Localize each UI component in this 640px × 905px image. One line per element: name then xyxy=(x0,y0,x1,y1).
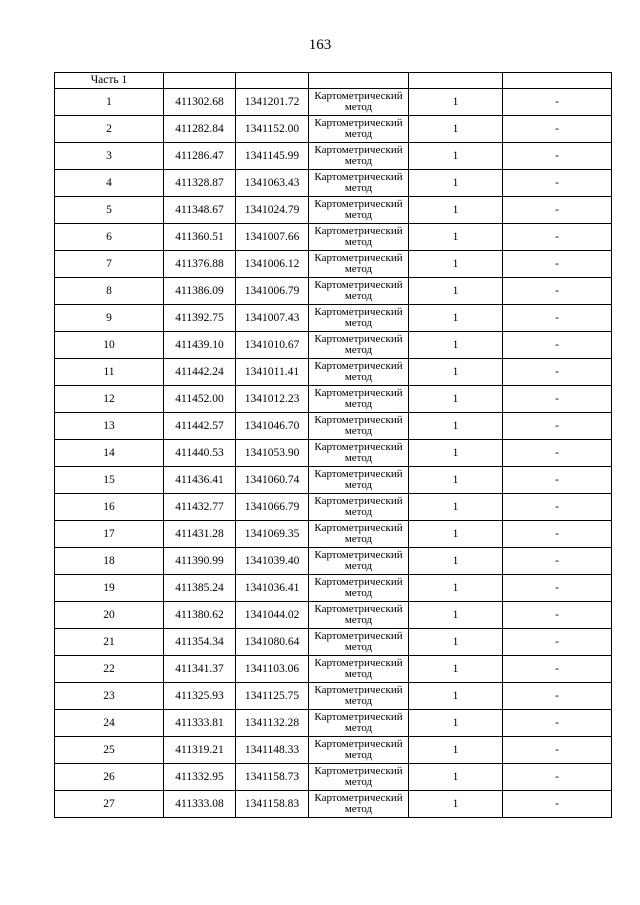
header-empty-cell xyxy=(309,73,409,89)
method-line-1: Картометрический xyxy=(314,792,403,804)
point-number-cell: 5 xyxy=(55,197,164,224)
table-row xyxy=(55,602,612,629)
point-number-cell: 20 xyxy=(55,602,164,629)
x-coordinate-cell: 411333.08 xyxy=(164,791,236,818)
method-line-1: Картометрический xyxy=(314,306,403,318)
y-coordinate-cell: 1341069.35 xyxy=(236,521,309,548)
table-row xyxy=(55,710,612,737)
y-coordinate-cell: 1341148.33 xyxy=(236,737,309,764)
method-line-2: метод xyxy=(344,182,373,194)
accuracy-cell: 1 xyxy=(409,251,503,278)
x-coordinate-cell: 411439.10 xyxy=(164,332,236,359)
method-cell xyxy=(309,359,409,386)
point-number-cell: 23 xyxy=(55,683,164,710)
accuracy-cell: 1 xyxy=(409,278,503,305)
x-coordinate-cell: 411386.09 xyxy=(164,278,236,305)
part-header-row xyxy=(55,73,612,89)
method-line-2: метод xyxy=(344,452,373,464)
method-cell xyxy=(309,197,409,224)
note-cell: - xyxy=(503,251,612,278)
method-line-1: Картометрический xyxy=(314,495,403,507)
table-row xyxy=(55,440,612,467)
point-number-cell: 10 xyxy=(55,332,164,359)
point-number-cell: 13 xyxy=(55,413,164,440)
table-row xyxy=(55,413,612,440)
y-coordinate-cell: 1341125.75 xyxy=(236,683,309,710)
method-line-2: метод xyxy=(344,128,373,140)
table-row xyxy=(55,521,612,548)
accuracy-cell: 1 xyxy=(409,170,503,197)
y-coordinate-cell: 1341145.99 xyxy=(236,143,309,170)
accuracy-cell: 1 xyxy=(409,764,503,791)
table-row xyxy=(55,251,612,278)
method-cell xyxy=(309,224,409,251)
point-number-cell: 4 xyxy=(55,170,164,197)
note-cell: - xyxy=(503,305,612,332)
point-number-cell: 6 xyxy=(55,224,164,251)
method-line-2: метод xyxy=(344,695,373,707)
accuracy-cell: 1 xyxy=(409,89,503,116)
point-number-cell: 18 xyxy=(55,548,164,575)
note-cell: - xyxy=(503,440,612,467)
y-coordinate-cell: 1341080.64 xyxy=(236,629,309,656)
method-cell xyxy=(309,683,409,710)
note-cell: - xyxy=(503,629,612,656)
accuracy-cell: 1 xyxy=(409,737,503,764)
method-line-2: метод xyxy=(344,776,373,788)
table-row xyxy=(55,548,612,575)
method-cell xyxy=(309,116,409,143)
x-coordinate-cell: 411432.77 xyxy=(164,494,236,521)
note-cell: - xyxy=(503,143,612,170)
method-line-2: метод xyxy=(344,641,373,653)
method-line-2: метод xyxy=(344,749,373,761)
method-line-1: Картометрический xyxy=(314,765,403,777)
method-line-1: Картометрический xyxy=(314,576,403,588)
note-cell: - xyxy=(503,494,612,521)
x-coordinate-cell: 411302.68 xyxy=(164,89,236,116)
method-cell xyxy=(309,791,409,818)
method-line-1: Картометрический xyxy=(314,522,403,534)
method-cell xyxy=(309,332,409,359)
note-cell: - xyxy=(503,278,612,305)
accuracy-cell: 1 xyxy=(409,467,503,494)
method-line-1: Картометрический xyxy=(314,441,403,453)
accuracy-cell: 1 xyxy=(409,143,503,170)
y-coordinate-cell: 1341060.74 xyxy=(236,467,309,494)
table-row xyxy=(55,278,612,305)
point-number-cell: 14 xyxy=(55,440,164,467)
note-cell: - xyxy=(503,89,612,116)
point-number-cell: 26 xyxy=(55,764,164,791)
method-line-1: Картометрический xyxy=(314,414,403,426)
table-row xyxy=(55,656,612,683)
method-cell xyxy=(309,737,409,764)
method-cell xyxy=(309,602,409,629)
method-cell xyxy=(309,548,409,575)
note-cell: - xyxy=(503,224,612,251)
x-coordinate-cell: 411442.24 xyxy=(164,359,236,386)
point-number-cell: 21 xyxy=(55,629,164,656)
y-coordinate-cell: 1341006.12 xyxy=(236,251,309,278)
y-coordinate-cell: 1341007.43 xyxy=(236,305,309,332)
table-row xyxy=(55,359,612,386)
point-number-cell: 24 xyxy=(55,710,164,737)
method-cell xyxy=(309,764,409,791)
method-cell xyxy=(309,467,409,494)
note-cell: - xyxy=(503,575,612,602)
method-line-1: Картометрический xyxy=(314,117,403,129)
note-cell: - xyxy=(503,656,612,683)
x-coordinate-cell: 411385.24 xyxy=(164,575,236,602)
method-cell xyxy=(309,386,409,413)
x-coordinate-cell: 411452.00 xyxy=(164,386,236,413)
accuracy-cell: 1 xyxy=(409,386,503,413)
x-coordinate-cell: 411431.28 xyxy=(164,521,236,548)
x-coordinate-cell: 411328.87 xyxy=(164,170,236,197)
x-coordinate-cell: 411436.41 xyxy=(164,467,236,494)
x-coordinate-cell: 411392.75 xyxy=(164,305,236,332)
method-line-1: Картометрический xyxy=(314,630,403,642)
method-cell xyxy=(309,170,409,197)
y-coordinate-cell: 1341036.41 xyxy=(236,575,309,602)
note-cell: - xyxy=(503,521,612,548)
method-line-1: Картометрический xyxy=(314,198,403,210)
table-row xyxy=(55,575,612,602)
x-coordinate-cell: 411282.84 xyxy=(164,116,236,143)
x-coordinate-cell: 411348.67 xyxy=(164,197,236,224)
method-line-2: метод xyxy=(344,803,373,815)
x-coordinate-cell: 411380.62 xyxy=(164,602,236,629)
y-coordinate-cell: 1341132.28 xyxy=(236,710,309,737)
method-line-2: метод xyxy=(344,560,373,572)
method-line-1: Картометрический xyxy=(314,738,403,750)
point-number-cell: 25 xyxy=(55,737,164,764)
method-line-1: Картометрический xyxy=(314,603,403,615)
coordinates-table xyxy=(54,72,612,818)
table-row xyxy=(55,467,612,494)
x-coordinate-cell: 411333.81 xyxy=(164,710,236,737)
method-line-2: метод xyxy=(344,209,373,221)
point-number-cell: 2 xyxy=(55,116,164,143)
table-row xyxy=(55,332,612,359)
table-row xyxy=(55,170,612,197)
point-number-cell: 8 xyxy=(55,278,164,305)
accuracy-cell: 1 xyxy=(409,332,503,359)
method-line-2: метод xyxy=(344,290,373,302)
accuracy-cell: 1 xyxy=(409,224,503,251)
accuracy-cell: 1 xyxy=(409,521,503,548)
method-line-2: метод xyxy=(344,263,373,275)
accuracy-cell: 1 xyxy=(409,197,503,224)
x-coordinate-cell: 411286.47 xyxy=(164,143,236,170)
y-coordinate-cell: 1341152.00 xyxy=(236,116,309,143)
y-coordinate-cell: 1341007.66 xyxy=(236,224,309,251)
method-line-2: метод xyxy=(344,587,373,599)
accuracy-cell: 1 xyxy=(409,629,503,656)
table-row xyxy=(55,683,612,710)
x-coordinate-cell: 411354.34 xyxy=(164,629,236,656)
note-cell: - xyxy=(503,602,612,629)
method-cell xyxy=(309,710,409,737)
accuracy-cell: 1 xyxy=(409,305,503,332)
method-cell xyxy=(309,656,409,683)
table-row xyxy=(55,89,612,116)
point-number-cell: 1 xyxy=(55,89,164,116)
note-cell: - xyxy=(503,332,612,359)
table-row xyxy=(55,764,612,791)
accuracy-cell: 1 xyxy=(409,413,503,440)
accuracy-cell: 1 xyxy=(409,359,503,386)
point-number-cell: 17 xyxy=(55,521,164,548)
accuracy-cell: 1 xyxy=(409,602,503,629)
method-line-2: метод xyxy=(344,101,373,113)
x-coordinate-cell: 411442.57 xyxy=(164,413,236,440)
x-coordinate-cell: 411390.99 xyxy=(164,548,236,575)
method-line-2: метод xyxy=(344,317,373,329)
method-line-1: Картометрический xyxy=(314,171,403,183)
method-cell xyxy=(309,278,409,305)
note-cell: - xyxy=(503,548,612,575)
header-empty-cell xyxy=(164,73,236,89)
part-label: Часть 1 xyxy=(55,73,164,89)
method-line-2: метод xyxy=(344,155,373,167)
method-line-1: Картометрический xyxy=(314,684,403,696)
point-number-cell: 9 xyxy=(55,305,164,332)
x-coordinate-cell: 411341.37 xyxy=(164,656,236,683)
accuracy-cell: 1 xyxy=(409,575,503,602)
header-empty-cell xyxy=(503,73,612,89)
point-number-cell: 15 xyxy=(55,467,164,494)
x-coordinate-cell: 411360.51 xyxy=(164,224,236,251)
method-cell xyxy=(309,521,409,548)
y-coordinate-cell: 1341010.67 xyxy=(236,332,309,359)
accuracy-cell: 1 xyxy=(409,710,503,737)
point-number-cell: 27 xyxy=(55,791,164,818)
table-row xyxy=(55,224,612,251)
y-coordinate-cell: 1341158.73 xyxy=(236,764,309,791)
accuracy-cell: 1 xyxy=(409,116,503,143)
table-row xyxy=(55,143,612,170)
accuracy-cell: 1 xyxy=(409,791,503,818)
table-row xyxy=(55,737,612,764)
method-line-2: метод xyxy=(344,614,373,626)
note-cell: - xyxy=(503,359,612,386)
x-coordinate-cell: 411376.88 xyxy=(164,251,236,278)
method-line-2: метод xyxy=(344,371,373,383)
accuracy-cell: 1 xyxy=(409,683,503,710)
note-cell: - xyxy=(503,467,612,494)
x-coordinate-cell: 411440.53 xyxy=(164,440,236,467)
y-coordinate-cell: 1341024.79 xyxy=(236,197,309,224)
accuracy-cell: 1 xyxy=(409,656,503,683)
y-coordinate-cell: 1341201.72 xyxy=(236,89,309,116)
accuracy-cell: 1 xyxy=(409,440,503,467)
method-cell xyxy=(309,629,409,656)
note-cell: - xyxy=(503,737,612,764)
method-line-2: метод xyxy=(344,479,373,491)
method-cell xyxy=(309,143,409,170)
table-row xyxy=(55,116,612,143)
y-coordinate-cell: 1341063.43 xyxy=(236,170,309,197)
note-cell: - xyxy=(503,386,612,413)
point-number-cell: 12 xyxy=(55,386,164,413)
method-line-2: метод xyxy=(344,344,373,356)
note-cell: - xyxy=(503,116,612,143)
point-number-cell: 3 xyxy=(55,143,164,170)
note-cell: - xyxy=(503,683,612,710)
method-line-2: метод xyxy=(344,533,373,545)
method-line-1: Картометрический xyxy=(314,279,403,291)
point-number-cell: 22 xyxy=(55,656,164,683)
y-coordinate-cell: 1341044.02 xyxy=(236,602,309,629)
method-line-1: Картометрический xyxy=(314,225,403,237)
point-number-cell: 7 xyxy=(55,251,164,278)
method-line-2: метод xyxy=(344,398,373,410)
method-cell xyxy=(309,305,409,332)
point-number-cell: 11 xyxy=(55,359,164,386)
method-line-1: Картометрический xyxy=(314,549,403,561)
x-coordinate-cell: 411332.95 xyxy=(164,764,236,791)
y-coordinate-cell: 1341039.40 xyxy=(236,548,309,575)
method-cell xyxy=(309,440,409,467)
method-cell xyxy=(309,89,409,116)
note-cell: - xyxy=(503,170,612,197)
y-coordinate-cell: 1341066.79 xyxy=(236,494,309,521)
method-line-2: метод xyxy=(344,506,373,518)
y-coordinate-cell: 1341158.83 xyxy=(236,791,309,818)
method-cell xyxy=(309,575,409,602)
y-coordinate-cell: 1341011.41 xyxy=(236,359,309,386)
method-line-1: Картометрический xyxy=(314,657,403,669)
table-row xyxy=(55,386,612,413)
point-number-cell: 16 xyxy=(55,494,164,521)
method-line-1: Картометрический xyxy=(314,144,403,156)
header-empty-cell xyxy=(236,73,309,89)
note-cell: - xyxy=(503,197,612,224)
header-empty-cell xyxy=(409,73,503,89)
x-coordinate-cell: 411319.21 xyxy=(164,737,236,764)
method-cell xyxy=(309,413,409,440)
method-line-1: Картометрический xyxy=(314,387,403,399)
y-coordinate-cell: 1341053.90 xyxy=(236,440,309,467)
method-line-2: метод xyxy=(344,722,373,734)
point-number-cell: 19 xyxy=(55,575,164,602)
method-line-1: Картометрический xyxy=(314,468,403,480)
y-coordinate-cell: 1341006.79 xyxy=(236,278,309,305)
method-line-2: метод xyxy=(344,425,373,437)
method-line-2: метод xyxy=(344,668,373,680)
y-coordinate-cell: 1341046.70 xyxy=(236,413,309,440)
table-row xyxy=(55,791,612,818)
accuracy-cell: 1 xyxy=(409,494,503,521)
method-line-1: Картометрический xyxy=(314,360,403,372)
method-line-1: Картометрический xyxy=(314,711,403,723)
table-row xyxy=(55,197,612,224)
note-cell: - xyxy=(503,413,612,440)
accuracy-cell: 1 xyxy=(409,548,503,575)
page-number: 163 xyxy=(308,37,332,53)
method-cell xyxy=(309,251,409,278)
table-row xyxy=(55,629,612,656)
method-cell xyxy=(309,494,409,521)
note-cell: - xyxy=(503,764,612,791)
y-coordinate-cell: 1341012.23 xyxy=(236,386,309,413)
method-line-2: метод xyxy=(344,236,373,248)
note-cell: - xyxy=(503,710,612,737)
method-line-1: Картометрический xyxy=(314,333,403,345)
note-cell: - xyxy=(503,791,612,818)
table-row xyxy=(55,494,612,521)
coordinates-table-body xyxy=(55,73,612,818)
x-coordinate-cell: 411325.93 xyxy=(164,683,236,710)
method-line-1: Картометрический xyxy=(314,252,403,264)
method-line-1: Картометрический xyxy=(314,90,403,102)
table-row xyxy=(55,305,612,332)
y-coordinate-cell: 1341103.06 xyxy=(236,656,309,683)
